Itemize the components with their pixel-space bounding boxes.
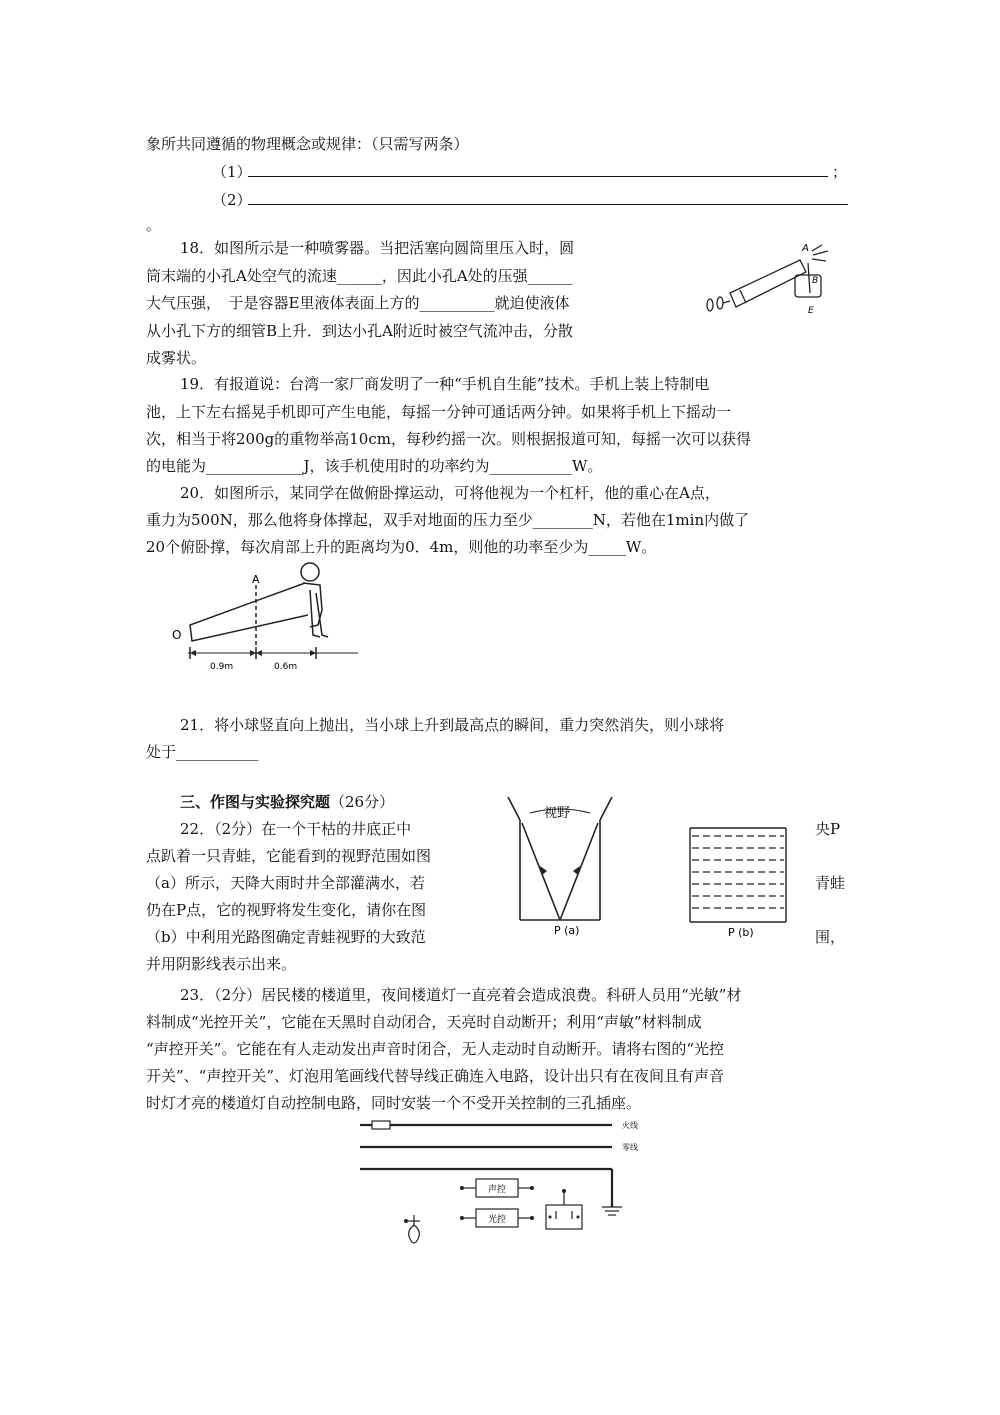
q22-line-5: （b）中利用光路图确定青蛙视野的大致范 (146, 928, 426, 946)
pushup-figure (170, 555, 370, 685)
q22-line-4: 仍在P点，它的视野将发生变化，请你在图 (146, 901, 427, 919)
sprayer-label-e: E (808, 306, 814, 316)
q18-line-4: 从小孔下方的细管B上升．到达小孔A附近时被空气流冲击，分散 (146, 322, 573, 340)
q17-end-mark: 。 (146, 216, 162, 234)
q22-line-3: （a）所示，天降大雨时井全部灌满水，若 (146, 874, 425, 892)
sprayer-figure (700, 235, 850, 320)
section-3-score: （26分） (330, 793, 395, 811)
well-a-caption: P (a) (554, 924, 580, 937)
q23-line-5: 时灯才亮的楼道灯自动控制电路，同时安装一个不受开关控制的三孔插座。 (146, 1094, 642, 1112)
q21-line-1: 21．将小球竖直向上抛出，当小球上升到最高点的瞬间，重力突然消失，则小球将 (180, 716, 725, 734)
q22-line-1: 22．（2分）在一个干枯的井底正中 (180, 820, 412, 838)
sprayer-label-b: B (812, 276, 819, 286)
pushup-dist-2: 0.6m (274, 662, 298, 672)
q20-line-2: 重力为500N，那么他将身体撑起，双手对地面的压力至少________N，若他在1min内做了 (146, 511, 750, 529)
section-3-heading (180, 791, 394, 813)
q19-line-2: 池，上下左右摇晃手机即可产生电能，每摇一分钟可通话两分钟。如果将手机上下摇动一 (146, 403, 732, 421)
pushup-label-o: O (172, 628, 182, 642)
q22-side-3: 围， (815, 928, 846, 946)
q19-line-4: 的电能为_____________J，该手机使用时的功率约为___________W。 (146, 457, 603, 475)
q18-line-5: 成雾状。 (146, 349, 207, 367)
q17-item-1-label: （1） (212, 163, 252, 181)
circuit-light-switch-label: 光控 (488, 1215, 507, 1225)
sprayer-label-a: A (802, 243, 809, 254)
q22-side-1: 央P (815, 820, 841, 838)
q18-line-1: 18．如图所示是一种喷雾器。当把活塞向圆筒里压入时，圆 (180, 239, 575, 257)
well-view-label: 视野 (544, 806, 571, 821)
q19-line-3: 次，相当于将200g的重物举高10cm，每秒约摇一次。则根据报道可知，每摇一次可以获得 (146, 430, 751, 448)
circuit-figure (350, 1115, 670, 1265)
q19-line-1: 19．有报道说：台湾一家厂商发明了一种“手机自生能”技术。手机上装上特制电 (180, 375, 710, 393)
circuit-sound-switch-label: 声控 (488, 1185, 507, 1195)
pushup-label-a: A (252, 573, 260, 586)
q20-line-1: 20．如图所示，某同学在做俯卧撑运动，可将他视为一个杠杆，他的重心在A点， (180, 484, 720, 502)
q17-answer-blank-1[interactable] (248, 176, 828, 177)
q18-line-3: 大气压强， 于是容器E里液体表面上方的__________就迫使液体 (146, 294, 570, 312)
q23-line-3: “声控开关”。它能在有人走动发出声音时闭合，无人走动时自动断开。请将右图的“光控 (146, 1040, 725, 1058)
well-b-caption: P (b) (728, 926, 754, 939)
q20-line-3: 20个俯卧撑，每次肩部上升的距离均为0．4m，则他的功率至少为_____W。 (146, 538, 657, 556)
circuit-zero-wire-label: 零线 (622, 1143, 638, 1152)
q17-intro-line: 象所共同遵循的物理概念或规律：（只需写两条） (146, 135, 469, 153)
well-figure-a (500, 795, 630, 940)
pushup-dist-1: 0.9m (210, 662, 234, 672)
q23-line-4: 开关”、“声控开关”、灯泡用笔画线代替导线正确连入电路，设计出只有在夜间且有声音 (146, 1067, 725, 1085)
q21-line-2: 处于___________ (146, 743, 259, 761)
q17-item-1-tail: ； (832, 163, 848, 181)
q23-line-2: 料制成“光控开关”，它能在天黑时自动闭合，天亮时自动断开；利用“声敏”材料制成 (146, 1013, 702, 1031)
q18-line-2: 筒末端的小孔A处空气的流速______，因此小孔A处的压强______ (146, 267, 573, 285)
q17-item-2-label: （2） (212, 191, 252, 209)
q22-line-6: 并用阴影线表示出来。 (146, 955, 297, 973)
q17-answer-blank-2[interactable] (248, 204, 848, 205)
q22-line-2: 点趴着一只青蛙，它能看到的视野范围如图 (146, 847, 432, 865)
q22-side-2: 青蛙 (815, 874, 846, 892)
well-figure-b (688, 822, 798, 942)
q23-line-1: 23．（2分）居民楼的楼道里，夜间楼道灯一直亮着会造成浪费。科研人员用“光敏”材 (180, 986, 742, 1004)
section-3-title: 三、作图与实验探究题 (180, 793, 331, 811)
circuit-fire-wire-label: 火线 (622, 1121, 638, 1130)
